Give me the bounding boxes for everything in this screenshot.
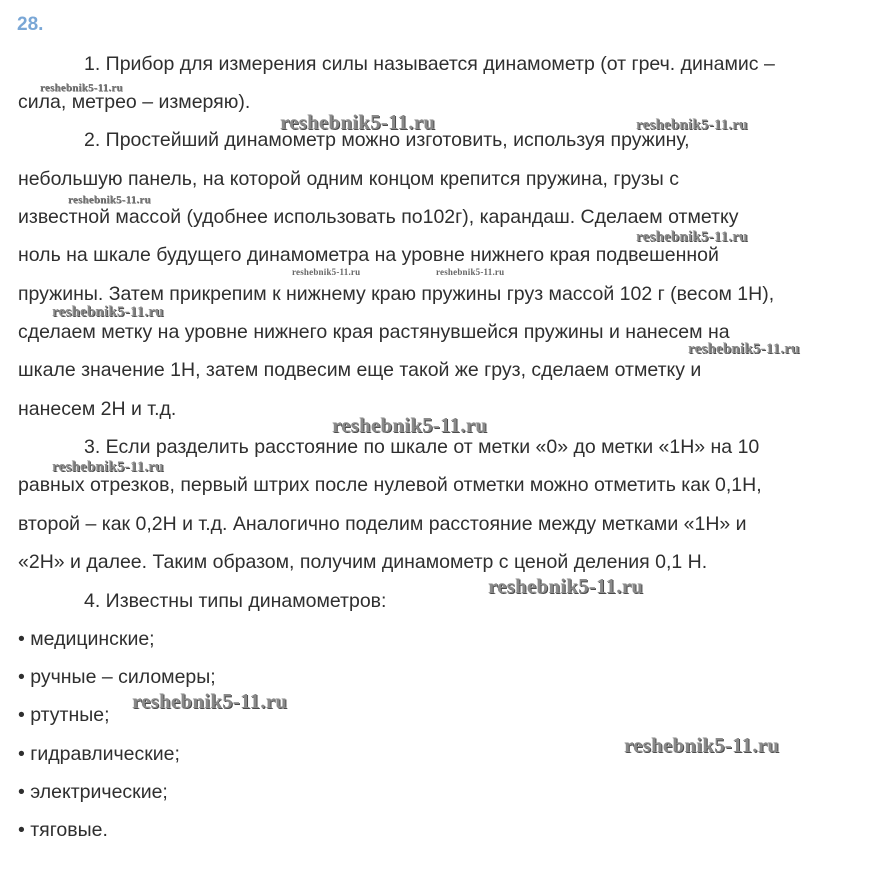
list-item: • ручные – силомеры; <box>18 666 216 688</box>
text-line: нанесем 2Н и т.д. <box>18 398 177 420</box>
watermark: reshebnik5-11.ru <box>332 413 488 437</box>
list-item: • гидравлические; <box>18 743 180 765</box>
watermark: reshebnik5-11.ru <box>132 689 288 713</box>
text-line: известной массой (удобнее использовать по102г), карандаш. Сделаем отметку <box>18 206 739 228</box>
watermark: reshebnik5-11.ru <box>68 194 151 206</box>
text-line: «2Н» и далее. Таким образом, получим динамометр с ценой деления 0,1 Н. <box>18 551 708 573</box>
watermark: reshebnik5-11.ru <box>52 304 164 320</box>
text-line: сделаем метку на уровне нижнего края растянувшейся пружины и нанесем на <box>18 321 730 343</box>
watermark: reshebnik5-11.ru <box>636 229 748 245</box>
task-number: 28. <box>17 14 44 35</box>
list-item: • тяговые. <box>18 819 108 841</box>
watermark: reshebnik5-11.ru <box>436 267 505 277</box>
text-line: равных отрезков, первый штрих после нулевой отметки можно отметить как 0,1Н, <box>18 474 762 496</box>
text-line: шкале значение 1Н, затем подвесим еще такой же груз, сделаем отметку и <box>18 359 702 381</box>
text-line: небольшую панель, на которой одним концом крепится пружина, грузы с <box>18 168 679 190</box>
watermark: reshebnik5-11.ru <box>52 459 164 475</box>
watermark: reshebnik5-11.ru <box>624 733 780 757</box>
watermark: reshebnik5-11.ru <box>280 110 436 134</box>
text-line: второй – как 0,2Н и т.д. Аналогично поделим расстояние между метками «1Н» и <box>18 513 747 535</box>
list-item: • ртутные; <box>18 704 110 726</box>
watermark: reshebnik5-11.ru <box>636 117 748 133</box>
text-line: сила, метрео – измеряю). <box>18 91 251 113</box>
watermark: reshebnik5-11.ru <box>292 267 361 277</box>
text-line: ноль на шкале будущего динамометра на уровне нижнего края подвешенной <box>18 244 719 266</box>
list-item: • электрические; <box>18 781 168 803</box>
text-line: 3. Если разделить расстояние по шкале от метки «0» до метки «1Н» на 10 <box>84 436 760 458</box>
list-item: • медицинские; <box>18 628 155 650</box>
watermark: reshebnik5-11.ru <box>40 82 123 94</box>
watermark: reshebnik5-11.ru <box>688 341 800 357</box>
text-line: 1. Прибор для измерения силы называется динамометр (от греч. динамис – <box>84 53 775 75</box>
text-line: 4. Известны типы динамометров: <box>84 590 387 612</box>
text-line: пружины. Затем прикрепим к нижнему краю пружины груз массой 102 г (весом 1Н), <box>18 283 775 305</box>
watermark: reshebnik5-11.ru <box>488 574 644 598</box>
text-line: 2. Простейший динамометр можно изготовить, используя пружину, <box>84 129 690 151</box>
